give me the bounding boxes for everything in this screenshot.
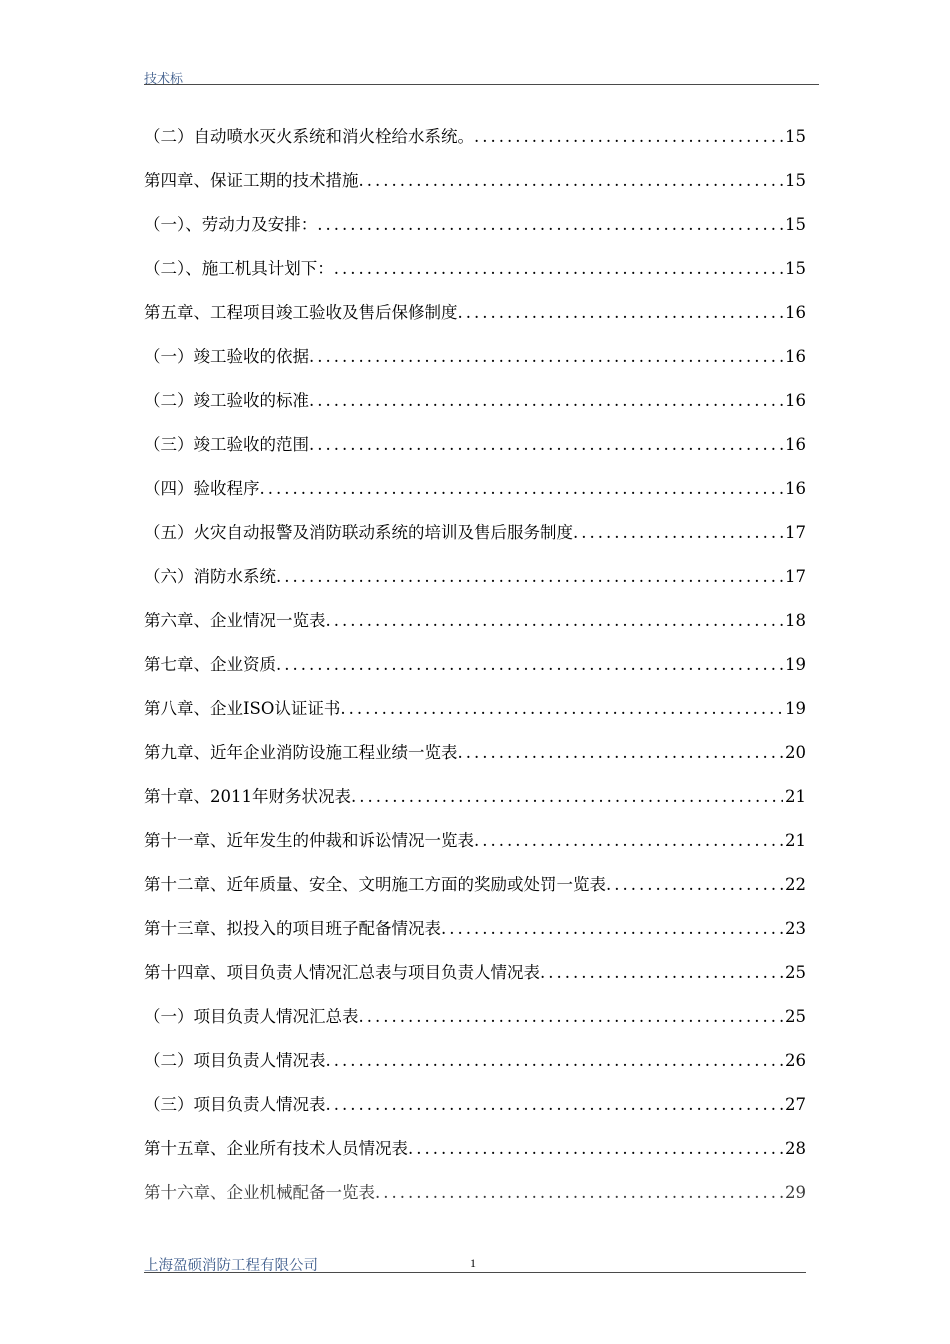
toc-entry-page: 16 [785, 303, 806, 322]
toc-entry[interactable] [144, 606, 806, 650]
toc-entry-page: 15 [785, 215, 806, 234]
toc-entry-title: （三）竣工验收的范围 [144, 435, 309, 454]
toc-dot-leader [606, 870, 783, 900]
toc-entry[interactable] [144, 254, 806, 298]
toc-entry[interactable] [144, 870, 806, 914]
toc-entry-title: 第十三章、拟投入的项目班子配备情况表 [144, 919, 441, 938]
toc-entry[interactable] [144, 826, 806, 870]
toc-dot-leader [340, 694, 783, 724]
table-of-contents [144, 122, 806, 1222]
toc-entry[interactable] [144, 694, 806, 738]
toc-entry-title: 第十六章、企业机械配备一览表 [144, 1183, 375, 1202]
toc-dot-leader [458, 298, 784, 328]
toc-entry-title: 第五章、工程项目竣工验收及售后保修制度 [144, 303, 458, 322]
toc-entry[interactable] [144, 210, 806, 254]
toc-dot-leader [359, 166, 784, 196]
toc-entry-page: 23 [785, 919, 806, 938]
toc-entry[interactable] [144, 122, 806, 166]
toc-entry-page: 18 [785, 611, 806, 630]
toc-dot-leader [408, 1134, 783, 1164]
toc-entry-title: 第十二章、近年质量、安全、文明施工方面的奖励或处罚一览表 [144, 875, 606, 894]
toc-entry[interactable] [144, 518, 806, 562]
header-divider [144, 84, 819, 85]
toc-dot-leader [474, 826, 783, 856]
toc-entry-title: 第十四章、项目负责人情况汇总表与项目负责人情况表 [144, 963, 540, 982]
toc-entry-title: （二）竣工验收的标准 [144, 391, 309, 410]
footer-page-number: 1 [470, 1256, 476, 1270]
toc-entry[interactable] [144, 342, 806, 386]
toc-entry-page: 25 [785, 1007, 806, 1026]
toc-entry-page: 25 [785, 963, 806, 982]
toc-entry-page: 21 [785, 787, 806, 806]
toc-entry-page: 27 [785, 1095, 806, 1114]
toc-entry-title: 第六章、企业情况一览表 [144, 611, 326, 630]
toc-entry[interactable] [144, 1178, 806, 1222]
toc-dot-leader [276, 650, 783, 680]
toc-entry-title: 第四章、保证工期的技术措施 [144, 171, 359, 190]
toc-entry-page: 17 [785, 523, 806, 542]
toc-entry-page: 26 [785, 1051, 806, 1070]
toc-entry[interactable] [144, 298, 806, 342]
toc-entry-title: （四）验收程序 [144, 479, 260, 498]
toc-entry-title: （一）项目负责人情况汇总表 [144, 1007, 359, 1026]
toc-entry-page: 20 [785, 743, 806, 762]
toc-entry-page: 21 [785, 831, 806, 850]
toc-dot-leader [375, 1178, 783, 1208]
toc-dot-leader [276, 562, 783, 592]
toc-entry[interactable] [144, 386, 806, 430]
toc-entry[interactable] [144, 650, 806, 694]
toc-entry-title: （二）自动喷水灭火系统和消火栓给水系统。 [144, 127, 474, 146]
toc-entry-page: 15 [785, 259, 806, 278]
toc-dot-leader [474, 122, 783, 152]
toc-entry[interactable] [144, 166, 806, 210]
toc-entry-title: 第七章、企业资质 [144, 655, 276, 674]
toc-entry[interactable] [144, 1090, 806, 1134]
footer-company-name: 上海盈硕消防工程有限公司 [144, 1258, 318, 1274]
toc-dot-leader [317, 210, 783, 240]
toc-entry-page: 29 [785, 1183, 806, 1202]
toc-entry-page: 19 [785, 699, 806, 718]
toc-dot-leader [326, 606, 784, 636]
toc-entry[interactable] [144, 1134, 806, 1178]
toc-dot-leader [309, 342, 783, 372]
toc-entry[interactable] [144, 1002, 806, 1046]
toc-entry-page: 16 [785, 479, 806, 498]
toc-dot-leader [359, 1002, 784, 1032]
toc-dot-leader [540, 958, 783, 988]
header-title: 技术标 [144, 72, 184, 87]
toc-entry-page: 15 [785, 127, 806, 146]
toc-dot-leader [334, 254, 783, 284]
toc-dot-leader [309, 386, 783, 416]
toc-entry-page: 15 [785, 171, 806, 190]
toc-entry-page: 19 [785, 655, 806, 674]
toc-entry-title: 第十章、2011年财务状况表 [144, 787, 351, 806]
toc-entry-title: 第九章、近年企业消防设施工程业绩一览表 [144, 743, 458, 762]
toc-dot-leader [573, 518, 783, 548]
toc-entry-title: （三）项目负责人情况表 [144, 1095, 326, 1114]
toc-entry[interactable] [144, 562, 806, 606]
footer-divider [144, 1272, 806, 1273]
toc-entry-title: （二）项目负责人情况表 [144, 1051, 326, 1070]
toc-entry[interactable] [144, 958, 806, 1002]
toc-dot-leader [326, 1046, 784, 1076]
toc-dot-leader [309, 430, 783, 460]
toc-entry-title: （六）消防水系统 [144, 567, 276, 586]
toc-entry-title: 第十五章、企业所有技术人员情况表 [144, 1139, 408, 1158]
toc-entry-page: 16 [785, 391, 806, 410]
toc-entry-title: （一）、劳动力及安排： [144, 215, 318, 234]
toc-entry-title: （二）、施工机具计划下： [144, 259, 334, 278]
toc-entry[interactable] [144, 914, 806, 958]
toc-dot-leader [441, 914, 783, 944]
toc-entry-title: 第十一章、近年发生的仲裁和诉讼情况一览表 [144, 831, 474, 850]
toc-entry-title: 第八章、企业ISO认证证书 [144, 699, 341, 718]
toc-dot-leader [326, 1090, 784, 1120]
toc-entry-page: 17 [785, 567, 806, 586]
toc-entry-page: 16 [785, 347, 806, 366]
toc-entry[interactable] [144, 430, 806, 474]
toc-entry-page: 22 [785, 875, 806, 894]
toc-dot-leader [351, 782, 783, 812]
toc-entry[interactable] [144, 474, 806, 518]
toc-entry-title: （一）竣工验收的依据 [144, 347, 309, 366]
toc-entry-page: 16 [785, 435, 806, 454]
toc-dot-leader [260, 474, 784, 504]
toc-entry-title: （五）火灾自动报警及消防联动系统的培训及售后服务制度 [144, 523, 573, 542]
toc-entry[interactable] [144, 782, 806, 826]
toc-entry[interactable] [144, 738, 806, 782]
toc-entry-page: 28 [785, 1139, 806, 1158]
toc-dot-leader [458, 738, 784, 768]
toc-entry[interactable] [144, 1046, 806, 1090]
